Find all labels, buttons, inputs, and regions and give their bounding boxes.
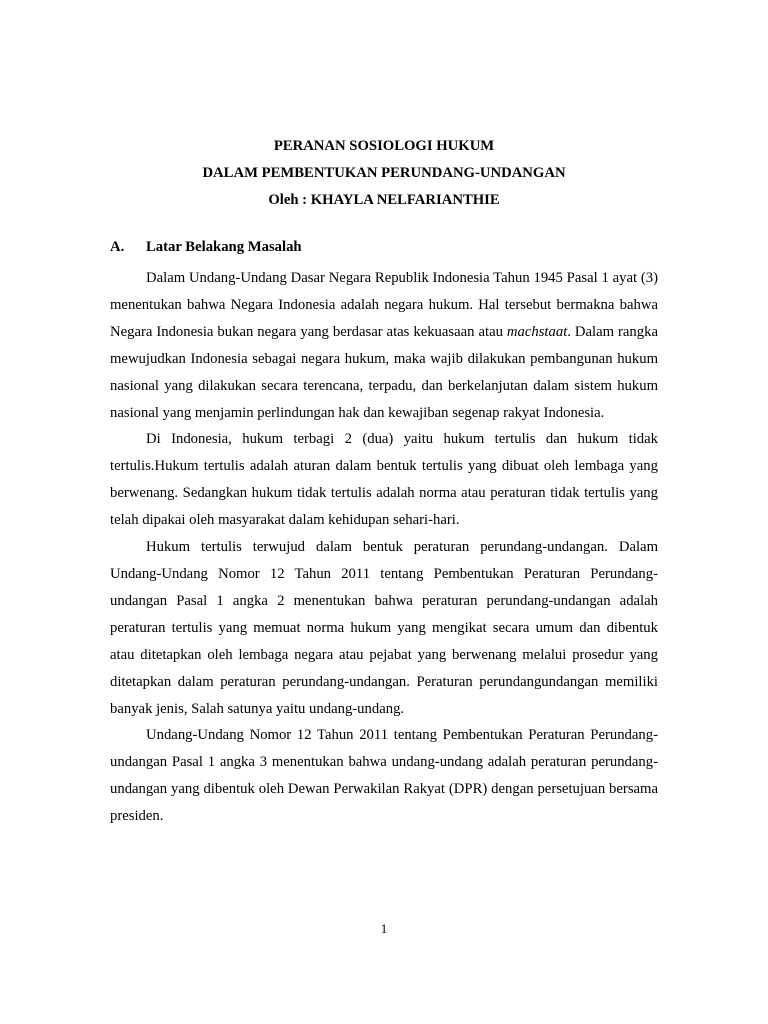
section-heading (110, 236, 302, 258)
paragraph-1-italic-term: machstaat (506, 323, 568, 340)
paragraph-1-part-1: Dalam Undang-Undang Dasar Negara Republik Indonesia Tahun 1945 Pasal 1 ayat (3) menentukan bahwa Negara Indonesia adalah negara hukum. Hal tersebut bermakna bahwa Negara Indonesia bukan negara yang berdasar atas kekuasaan atau (110, 270, 658, 340)
paragraph-3: Hukum tertulis terwujud dalam bentuk peraturan perundang-undangan. Dalam Undang-Undang Nomor 12 Tahun 2011 tentang Pembentukan Peraturan Perundang-undangan Pasal 1 angka 2 menentukan bahwa peraturan perundang-undangan adalah peraturan tertulis yang memuat norma hukum yang mengikat secara umum dan dibentuk atau ditetapkan oleh lembaga negara atau pejabat yang berwenang melalui prosedur yang ditetapkan dalam peraturan perundang-undangan. Peraturan perundangundangan memiliki banyak jenis, Salah satunya yaitu undang-undang. (110, 539, 658, 717)
document-title-block (0, 133, 768, 214)
paragraph-2: Di Indonesia, hukum terbagi 2 (dua) yaitu hukum tertulis dan hukum tidak tertulis.Hukum tertulis adalah aturan dalam bentuk tertulis yang dibuat oleh lembaga yang berwenang. Sedangkan hukum tidak tertulis adalah norma atau peraturan tidak tertulis yang telah dipakai oleh masyarakat dalam kehidupan sehari-hari. (110, 431, 658, 529)
body-text (110, 265, 658, 830)
title-line-1: PERANAN SOSIOLOGI HUKUM (273, 138, 495, 154)
author-line: Oleh : KHAYLA NELFARIANTHIE (268, 192, 500, 208)
section-title: Latar Belakang Masalah (146, 239, 302, 255)
paragraph-4: Undang-Undang Nomor 12 Tahun 2011 tentang Pembentukan Peraturan Perundang-undangan Pasal 1 angka 3 menentukan bahwa undang-undang adalah peraturan perundang-undangan yang dibentuk oleh Dewan Perwakilan Rakyat (DPR) dengan persetujuan bersama presiden. (110, 727, 658, 825)
paragraph-1 (110, 265, 658, 426)
title-line-2: DALAM PEMBENTUKAN PERUNDANG-UNDANGAN (202, 165, 566, 181)
page-number: 1 (380, 921, 388, 936)
section-number: A. (110, 239, 125, 255)
paragraph-1-part-2: . Dalam rangka mewujudkan Indonesia sebagai negara hukum, maka wajib dilakukan pembangunan hukum nasional yang dilakukan secara terencana, terpadu, dan berkelanjutan dalam sistem hukum nasional yang menjamin perlindungan hak dan kewajiban segenap rakyat Indonesia. (110, 323, 658, 421)
